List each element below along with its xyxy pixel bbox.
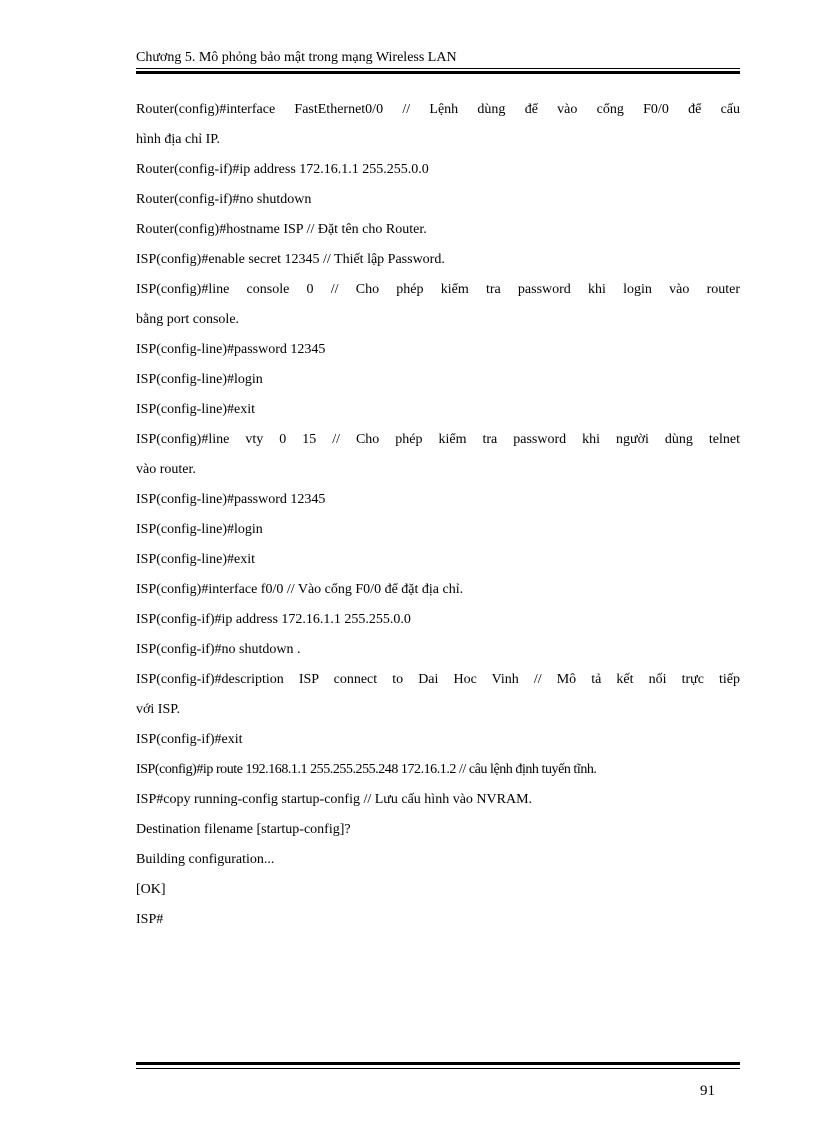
body-line: ISP(config)#interface f0/0 // Vào cổng F0/0 để đặt địa chỉ. (136, 582, 464, 597)
chapter-title: Chương 5. Mô phỏng bảo mật trong mạng Wireless LAN (136, 50, 457, 65)
body-line: bằng port console. (136, 312, 240, 327)
body-line: ISP(config-line)#password 12345 (136, 342, 326, 357)
body-line: vào router. (136, 462, 196, 477)
document-body (136, 95, 740, 935)
header-rule (136, 68, 740, 74)
body-line: với ISP. (136, 702, 180, 717)
body-line: ISP#copy running-config startup-config // Lưu cấu hình vào NVRAM. (136, 792, 533, 807)
body-line: [OK] (136, 882, 166, 897)
body-line: Building configuration... (136, 852, 275, 867)
body-line: Router(config)#hostname ISP // Đặt tên cho Router. (136, 222, 427, 237)
body-line: ISP(config-if)#no shutdown . (136, 642, 301, 657)
body-line: ISP(config)#ip route 192.168.1.1 255.255.255.248 172.16.1.2 // câu lệnh định tuyến tĩnh. (136, 762, 597, 777)
body-line: ISP(config-line)#exit (136, 552, 255, 567)
body-line: Router(config)#interface FastEthernet0/0 // Lệnh dùng để vào cổng F0/0 để cấu (136, 102, 740, 117)
body-line: ISP(config-if)#exit (136, 732, 243, 747)
body-line: ISP(config-line)#login (136, 372, 263, 387)
body-line: ISP# (136, 912, 164, 927)
body-line: hình địa chỉ IP. (136, 132, 220, 147)
body-line: Router(config-if)#no shutdown (136, 192, 312, 207)
footer-rule (136, 1062, 740, 1069)
body-line: Router(config-if)#ip address 172.16.1.1 255.255.0.0 (136, 162, 429, 177)
body-line: ISP(config)#line vty 0 15 // Cho phép kiểm tra password khi người dùng telnet (136, 432, 740, 447)
body-line: ISP(config-line)#login (136, 522, 263, 537)
body-line: ISP(config)#line console 0 // Cho phép kiểm tra password khi login vào router (136, 282, 740, 297)
body-line: ISP(config-if)#ip address 172.16.1.1 255.255.0.0 (136, 612, 411, 627)
body-line: Destination filename [startup-config]? (136, 822, 351, 837)
body-line: ISP(config-line)#exit (136, 402, 255, 417)
body-line: ISP(config-line)#password 12345 (136, 492, 326, 507)
body-line: ISP(config-if)#description ISP connect to Dai Hoc Vinh // Mô tả kết nối trực tiếp (136, 672, 740, 687)
body-line: ISP(config)#enable secret 12345 // Thiết lập Password. (136, 252, 445, 267)
page-number: 91 (700, 1083, 715, 1099)
